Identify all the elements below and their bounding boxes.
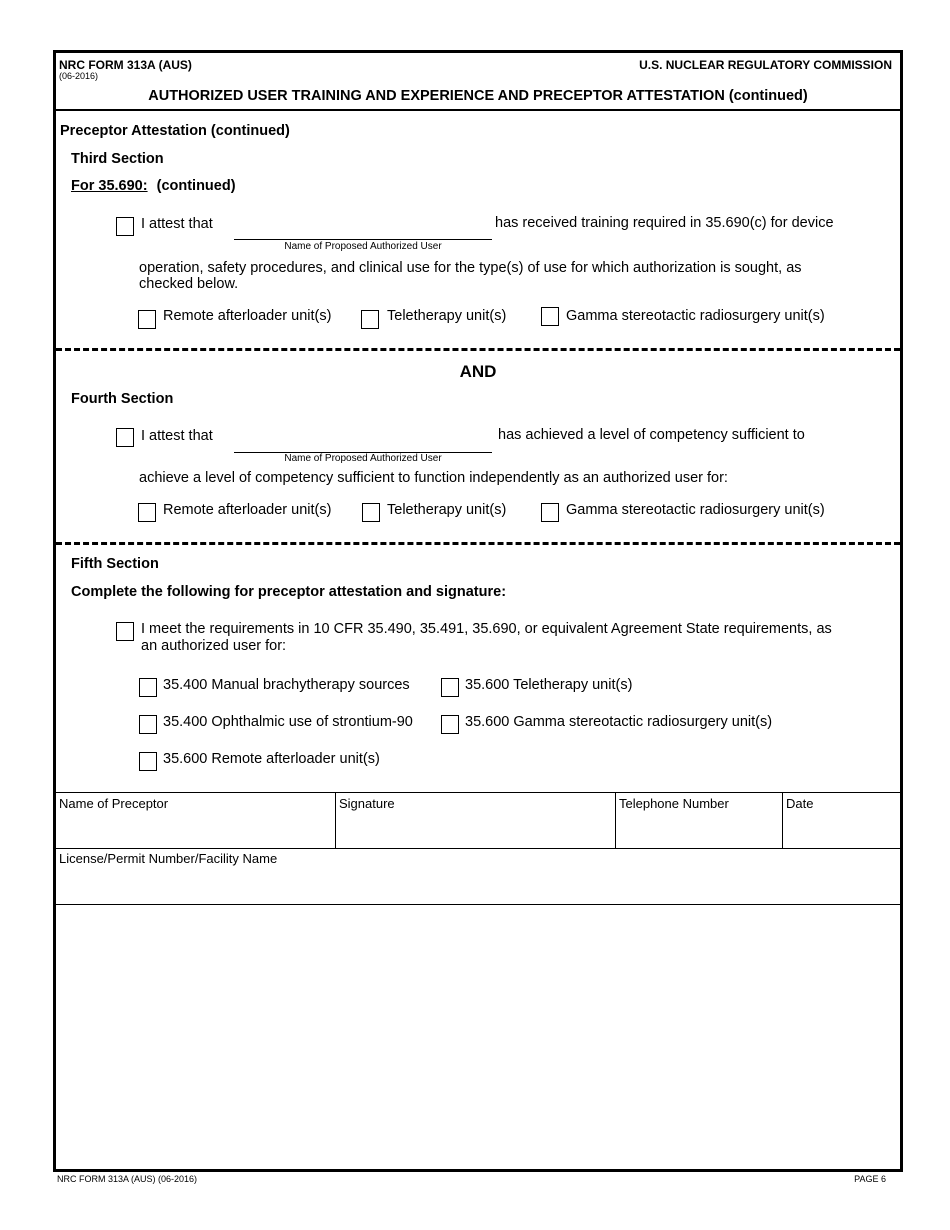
table-bottom-border xyxy=(56,904,900,905)
third-name-caption: Name of Proposed Authorized User xyxy=(284,241,442,252)
date-field[interactable] xyxy=(784,812,898,846)
table-col-divider xyxy=(335,792,336,848)
fourth-gamma-checkbox[interactable] xyxy=(541,503,559,522)
fourth-attest-checkbox[interactable] xyxy=(116,428,134,447)
preceptor-name-label: Name of Preceptor xyxy=(59,796,169,811)
fourth-attest-label: I attest that xyxy=(141,428,213,444)
form-date: (06-2016) xyxy=(59,71,99,81)
third-remote-afterloader-label: Remote afterloader unit(s) xyxy=(163,308,332,324)
for-35690-text: For 35.690: xyxy=(71,178,148,194)
fourth-remote-afterloader-checkbox[interactable] xyxy=(138,503,156,522)
fourth-section-heading: Fourth Section xyxy=(71,391,174,407)
table-col-divider xyxy=(615,792,616,848)
page-number: PAGE 6 xyxy=(854,1174,886,1184)
fifth-meet-requirements-checkbox[interactable] xyxy=(116,622,134,641)
gamma-600-label: 35.600 Gamma stereotactic radiosurgery unit(s) xyxy=(465,714,773,730)
license-field[interactable] xyxy=(57,868,897,902)
table-col-divider xyxy=(782,792,783,848)
teletherapy-600-checkbox[interactable] xyxy=(441,678,459,697)
page-title: AUTHORIZED USER TRAINING AND EXPERIENCE AND PRECEPTOR ATTESTATION (continued) xyxy=(148,88,808,104)
ophthalmic-strontium-label: 35.400 Ophthalmic use of strontium-90 xyxy=(163,714,413,730)
footer-form-id: NRC FORM 313A (AUS) (06-2016) xyxy=(57,1174,198,1184)
form-id: NRC FORM 313A (AUS) xyxy=(59,58,192,72)
third-teletherapy-label: Teletherapy unit(s) xyxy=(387,308,507,324)
fifth-section-heading: Fifth Section xyxy=(71,556,159,572)
telephone-label: Telephone Number xyxy=(619,796,729,811)
preceptor-attestation-heading: Preceptor Attestation (continued) xyxy=(60,123,290,139)
signature-field[interactable] xyxy=(337,812,613,846)
section-divider xyxy=(56,542,900,545)
fifth-statement-line2: an authorized user for: xyxy=(141,638,287,654)
third-teletherapy-checkbox[interactable] xyxy=(361,310,379,329)
third-section-heading: Third Section xyxy=(71,151,164,167)
license-label: License/Permit Number/Facility Name xyxy=(59,851,278,866)
third-gamma-label: Gamma stereotactic radiosurgery unit(s) xyxy=(566,308,825,324)
signature-label: Signature xyxy=(339,796,395,811)
remote-afterloader-600-checkbox[interactable] xyxy=(139,752,157,771)
gamma-600-checkbox[interactable] xyxy=(441,715,459,734)
fourth-remote-afterloader-label: Remote afterloader unit(s) xyxy=(163,502,332,518)
fourth-after-text: has achieved a level of competency sufficient to xyxy=(498,427,805,443)
preceptor-name-field[interactable] xyxy=(57,812,333,846)
third-gamma-checkbox[interactable] xyxy=(541,307,559,326)
for-35690-continued: (continued) xyxy=(156,178,236,194)
third-attest-checkbox[interactable] xyxy=(116,217,134,236)
fifth-subheading: Complete the following for preceptor attestation and signature: xyxy=(71,584,507,600)
ophthalmic-strontium-checkbox[interactable] xyxy=(139,715,157,734)
agency-name: U.S. NUCLEAR REGULATORY COMMISSION xyxy=(639,58,892,72)
third-line2: operation, safety procedures, and clinical use for the type(s) of use for which authorization is sought, as xyxy=(139,260,802,276)
teletherapy-600-label: 35.600 Teletherapy unit(s) xyxy=(465,677,633,693)
fourth-name-caption: Name of Proposed Authorized User xyxy=(284,453,442,464)
fifth-statement-line1: I meet the requirements in 10 CFR 35.490, 35.491, 35.690, or equivalent Agreement State requirements, as xyxy=(141,621,832,637)
header-divider xyxy=(56,109,900,111)
for-35690-label xyxy=(71,178,236,194)
section-divider xyxy=(56,348,900,351)
manual-brachytherapy-label: 35.400 Manual brachytherapy sources xyxy=(163,677,410,693)
date-label: Date xyxy=(786,796,814,811)
table-top-border xyxy=(56,792,900,793)
remote-afterloader-600-label: 35.600 Remote afterloader unit(s) xyxy=(163,751,380,767)
fourth-teletherapy-label: Teletherapy unit(s) xyxy=(387,502,507,518)
telephone-field[interactable] xyxy=(617,812,780,846)
fourth-gamma-label: Gamma stereotactic radiosurgery unit(s) xyxy=(566,502,825,518)
third-name-field[interactable] xyxy=(234,239,492,240)
third-line3: checked below. xyxy=(139,276,239,292)
manual-brachytherapy-checkbox[interactable] xyxy=(139,678,157,697)
fourth-line2: achieve a level of competency sufficient to function independently as an authorized user for: xyxy=(139,470,728,486)
and-label: AND xyxy=(459,362,497,381)
fourth-teletherapy-checkbox[interactable] xyxy=(362,503,380,522)
third-after-text: has received training required in 35.690(c) for device xyxy=(495,215,834,231)
third-attest-label: I attest that xyxy=(141,216,213,232)
table-row-border xyxy=(56,848,900,849)
third-remote-afterloader-checkbox[interactable] xyxy=(138,310,156,329)
